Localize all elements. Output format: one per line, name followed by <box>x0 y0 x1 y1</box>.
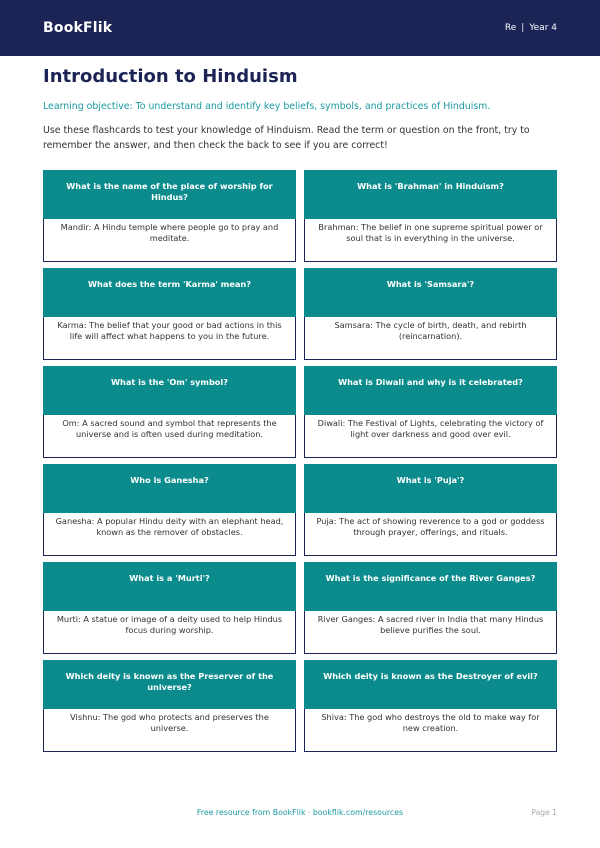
flashcard-back: Diwali: The Festival of Lights, celebrating the victory of light over darkness and good over evil. <box>304 415 557 458</box>
flashcard-front: What is the significance of the River Ganges? <box>304 562 557 611</box>
flashcard-back: River Ganges: A sacred river in India that many Hindus believe purifies the soul. <box>304 611 557 654</box>
flashcard-front: What does the term 'Karma' mean? <box>43 268 296 317</box>
flashcard <box>43 170 296 262</box>
flashcard <box>43 562 296 654</box>
flashcard-front: What is the 'Om' symbol? <box>43 366 296 415</box>
flashcard-back: Vishnu: The god who protects and preserves the universe. <box>43 709 296 752</box>
flashcard-front: What is a 'Murti'? <box>43 562 296 611</box>
flashcard <box>304 268 557 360</box>
flashcard-front: What is 'Samsara'? <box>304 268 557 317</box>
flashcard <box>304 464 557 556</box>
flashcard-front: What is Diwali and why is it celebrated? <box>304 366 557 415</box>
page-number: Page 1 <box>531 808 557 817</box>
flashcard <box>43 268 296 360</box>
flashcard-front: What is the name of the place of worship for Hindus? <box>43 170 296 219</box>
learning-objective: Learning objective: To understand and identify key beliefs, symbols, and practices of Hinduism. <box>43 101 491 112</box>
flashcard-front: Who is Ganesha? <box>43 464 296 513</box>
year-label: Year 4 <box>529 23 557 33</box>
flashcard-back: Murti: A statue or image of a deity used to help Hindus focus during worship. <box>43 611 296 654</box>
flashcard-back: Karma: The belief that your good or bad actions in this life will affect what happens to you in the future. <box>43 317 296 360</box>
flashcard-back: Brahman: The belief in one supreme spiritual power or soul that is in everything in the universe. <box>304 219 557 262</box>
flashcard-front: Which deity is known as the Preserver of the universe? <box>43 660 296 709</box>
flashcard-back: Om: A sacred sound and symbol that represents the universe and is often used during meditation. <box>43 415 296 458</box>
flashcard <box>304 660 557 752</box>
flashcard-back: Samsara: The cycle of birth, death, and rebirth (reincarnation). <box>304 317 557 360</box>
flashcard-front: Which deity is known as the Destroyer of evil? <box>304 660 557 709</box>
flashcard-back: Puja: The act of showing reverence to a god or goddess through prayer, offerings, and rituals. <box>304 513 557 556</box>
brand-logo[interactable]: BookFlik <box>43 20 113 36</box>
flashcard <box>43 660 296 752</box>
flashcard <box>304 562 557 654</box>
flashcard-grid <box>43 170 557 752</box>
page-title: Introduction to Hinduism <box>43 66 298 87</box>
header-separator: | <box>521 23 525 33</box>
flashcard-back: Mandir: A Hindu temple where people go to pray and meditate. <box>43 219 296 262</box>
flashcard-front: What is 'Brahman' in Hinduism? <box>304 170 557 219</box>
page-header <box>0 0 600 56</box>
flashcard <box>43 464 296 556</box>
flashcard <box>304 170 557 262</box>
subject-label: Re <box>504 23 517 33</box>
footer-resource-link[interactable]: Free resource from BookFlik · bookflik.com/resources <box>196 808 404 817</box>
flashcard-back: Shiva: The god who destroys the old to make way for new creation. <box>304 709 557 752</box>
flashcard-front: What is 'Puja'? <box>304 464 557 513</box>
header-meta <box>505 23 557 33</box>
flashcard <box>304 366 557 458</box>
flashcard <box>43 366 296 458</box>
intro-text: Use these flashcards to test your knowledge of Hinduism. Read the term or question on the front, try to remember the answer, and then check the back to see if you are correct! <box>43 125 530 151</box>
flashcard-back: Ganesha: A popular Hindu deity with an elephant head, known as the remover of obstacles. <box>43 513 296 556</box>
